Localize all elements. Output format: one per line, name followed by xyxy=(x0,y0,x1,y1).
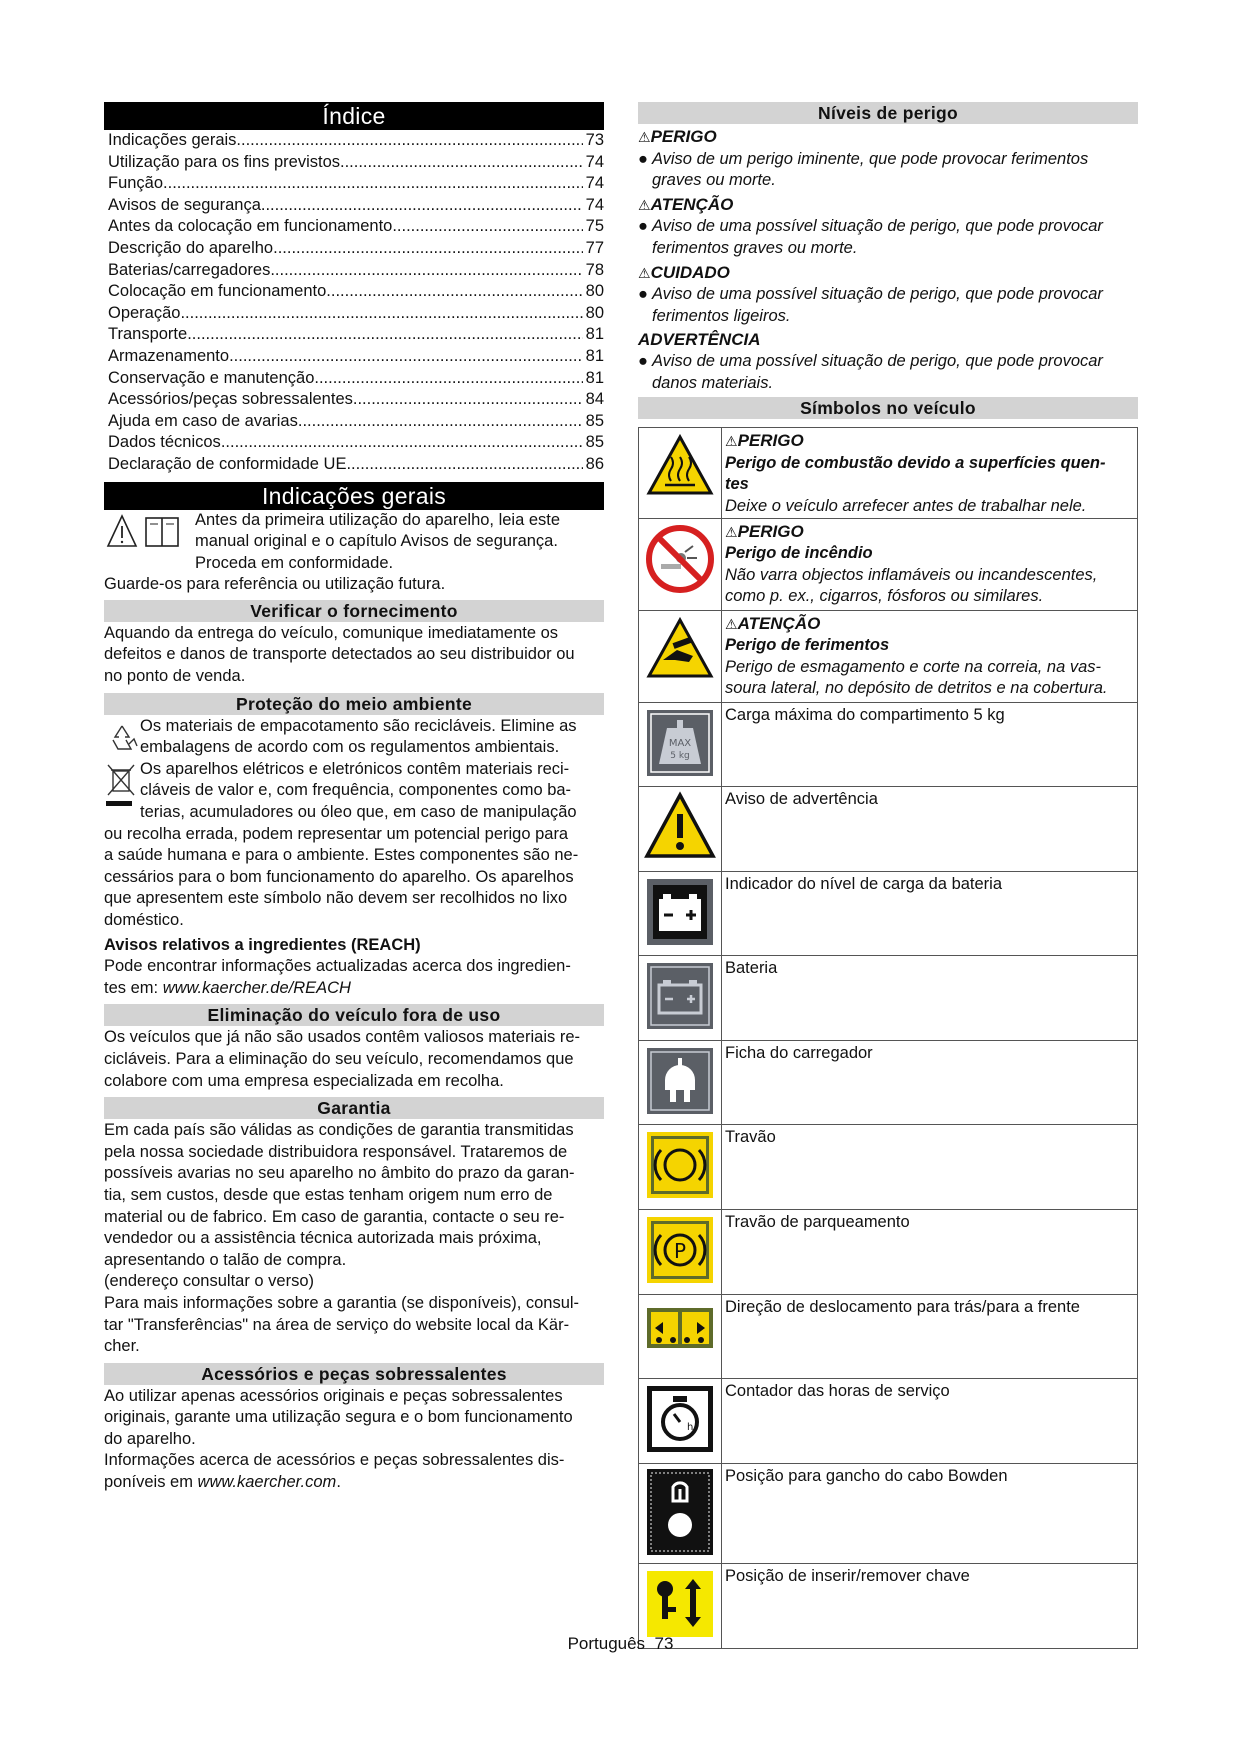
charger-plug-icon xyxy=(643,1044,717,1118)
warning-icon xyxy=(643,790,717,864)
direction-icon xyxy=(643,1298,717,1372)
toc-item[interactable]: Colocação em funcionamento ..... 80 xyxy=(108,281,604,303)
warranty-title: Garantia xyxy=(104,1097,604,1119)
hand-crush-icon xyxy=(643,614,717,688)
warning-manual-icon xyxy=(104,510,184,552)
symbol-row: ⚠PERIGO Perigo de incêndio Não varra objectos inflamáveis ou incandescentes, como p. ex., cigarros, fósforos ou similares. xyxy=(639,518,1138,610)
toc-item[interactable]: Descrição do aparelho ..... 77 xyxy=(108,238,604,260)
symbol-row: h Contador das horas de serviço xyxy=(639,1379,1138,1464)
toc-item[interactable]: Avisos de segurança ..... 74 xyxy=(108,195,604,217)
index-title: Índice xyxy=(104,102,604,130)
kaercher-link[interactable]: www.kaercher.com xyxy=(197,1473,337,1492)
symbol-row: ⚠ATENÇÃO Perigo de ferimentos Perigo de esmagamento e corte na correia, na vas- soura lateral, no depósito de detritos e na cobertura. xyxy=(639,610,1138,702)
parking-brake-icon xyxy=(643,1213,717,1287)
hour-meter-icon xyxy=(643,1382,717,1456)
toc-item[interactable]: Indicações gerais ..... 73 xyxy=(108,130,604,152)
left-column: Índice Indicações gerais ..... 73 Utilização para os fins previstos ..... 74 Função ..... 74 Avisos de segurança ..... 74 Antes da colocação em funcionamento ..... 75 Descrição do aparelho ..... 77 Baterias/carregadores ..... 78 Colocação em funcionamento ..... 80 Operação ..... 80 Transporte ..... 81 Armazenamento ..... 81 Conservação e manutenção ..... 81 Acessórios/peças sobressalentes ..... 84 Ajuda em caso de avarias ..... 85 Dados técnicos ..... 85 Declaração de conformidade UE ..... 86 Indicações gerais Antes da primeira utilização do aparelho, leia este manual original e o capítulo Avisos de segurança. Proceda em conformidade. Guarde-os para referência ou utilização futura. Verificar o fornecimento Aquando da entrega do veículo, comunique imediatamente os defeitos e danos de transporte detectados ao seu distribuidor ou no ponto de venda. Proteção do meio ambiente Os materiais de empacotamento são recicláveis. Elimine as embalagens de acordo com os regulamentos ambientais. Os aparelhos elétricos e eletrónicos contêm materiais reci- cláveis de valor e, com frequência, componentes como ba- terias, acumuladores ou óleo que, em caso de manipulação ou recolha errada, podem representar um potencial perigo para a saúde humana e para o ambiente. Estes componentes são ne- cessários para o bom funcionamento do aparelho. Os aparelhos que apresentem este símbolo não devem ser recolhidos no lixo doméstico. Avisos relativos a ingredientes (REACH) Pode encontrar informações actualizadas acerca dos ingredien- tes em: www.kaercher.de/REACH Eliminação do veículo fora de uso Os veículos que já não são usados contêm valiosos materiais re- cicláveis. Para a eliminação do seu veículo, recomendamos que colabore com uma empresa especializada em recolha. Garantia Em cada país são válidas as condições de garantia transmitidas pela nossa sociedade distribuidora responsável. Trataremos de possíveis avarias no seu aparelho no âmbito do prazo da garan- tia, sem custos, desde que estas tenham origem num erro de material ou de fabrico. Em caso de garantia, contacte o seu re- vendedor ou a assistência técnica autorizada mais próxima, apresentando o talão de compra. (endereço consultar o verso) Para mais informações sobre a garantia (se disponíveis), consul- tar "Transferências" na área de serviço do website local da Kär- cher. Acessórios e peças sobressalentes Ao utilizar apenas acessórios originais e peças sobressalentes originais, garante uma utilização segura e o bom funcionamento do aparelho. Informações acerca de acessórios e peças sobressalentes dis- poníveis em www.kaercher.com. xyxy=(104,102,604,1494)
danger-level: ⚠CUIDADO ● Aviso de uma possível situação de perigo, que pode provocar ferimentos ligeiros. xyxy=(638,262,1103,325)
toc-item[interactable]: Baterias/carregadores ..... 78 xyxy=(108,260,604,282)
disposal-title: Eliminação do veículo fora de uso xyxy=(104,1004,604,1026)
battery-icon xyxy=(643,959,717,1033)
toc-item[interactable]: Dados técnicos ..... 85 xyxy=(108,432,604,454)
symbol-row: P Travão de parqueamento xyxy=(639,1210,1138,1295)
toc-item[interactable]: Transporte ..... 81 xyxy=(108,324,604,346)
toc-item[interactable]: Conservação e manutenção ..... 81 xyxy=(108,368,604,390)
reach-link[interactable]: www.kaercher.de/REACH xyxy=(162,978,351,997)
max-weight-icon xyxy=(643,706,717,780)
table-of-contents xyxy=(104,130,604,476)
hot-surface-icon xyxy=(643,431,717,505)
accessories-title: Acessórios e peças sobressalentes xyxy=(104,1363,604,1385)
page-footer: Português 73 xyxy=(567,1634,674,1653)
toc-item[interactable]: Antes da colocação em funcionamento ..... 75 xyxy=(108,216,604,238)
symbol-row: Travão xyxy=(639,1125,1138,1210)
toc-item[interactable]: Utilização para os fins previstos ..... 74 xyxy=(108,152,604,174)
toc-item[interactable]: Armazenamento ..... 81 xyxy=(108,346,604,368)
symbol-row: Posição de inserir/remover chave xyxy=(639,1564,1138,1649)
symbol-row: Aviso de advertência xyxy=(639,787,1138,872)
symbol-row: ⚠PERIGO Perigo de combustão devido a superfícies quen- tes Deixe o veículo arrefecer antes de trabalhar nele. xyxy=(639,428,1138,518)
symbol-row: Indicador do nível de carga da bateria xyxy=(639,871,1138,956)
warranty-text: Em cada país são válidas as condições de garantia transmitidas pela nossa sociedade distribuidora responsável. Trataremos de possíveis avarias no seu aparelho no âmbito do prazo da garan- tia, sem custos, desde que estas tenham origem num erro de material ou de fabrico. Em caso de garantia, contacte o seu re- vendedor ou a assistência técnica autorizada mais próxima, apresentando o talão de compra. (endereço consultar o verso) Para mais informações sobre a garantia (se disponíveis), consul- tar "Transferências" na área de serviço do website local da Kär- cher. xyxy=(104,1121,580,1356)
svg-text:P: P xyxy=(673,1239,687,1264)
reach-title: Avisos relativos a ingredientes (REACH) xyxy=(104,935,421,954)
symbols-title: Símbolos no veículo xyxy=(638,397,1138,419)
toc-item[interactable]: Ajuda em caso de avarias ..... 85 xyxy=(108,411,604,433)
danger-levels-list xyxy=(638,126,1138,394)
danger-level: ⚠PERIGO ● Aviso de um perigo iminente, que pode provocar ferimentos graves ou morte. xyxy=(638,127,1089,190)
symbol-row: MAX 5 kg Carga máxima do compartimento 5 kg xyxy=(639,702,1138,787)
right-column xyxy=(638,102,1138,1649)
no-fire-icon xyxy=(643,522,717,596)
bowden-hook-icon xyxy=(643,1467,717,1557)
symbols-table xyxy=(638,427,1138,1649)
general-intro: Antes da primeira utilização do aparelho, leia este manual original e o capítulo Avisos de segurança. Proceda em conformidade. xyxy=(104,510,604,575)
brake-icon xyxy=(643,1128,717,1202)
key-position-icon xyxy=(643,1567,717,1641)
symbol-row: Posição para gancho do cabo Bowden xyxy=(639,1463,1138,1564)
svg-text:MAX: MAX xyxy=(668,737,692,749)
symbol-row: Ficha do carregador xyxy=(639,1040,1138,1125)
toc-item[interactable]: Função ..... 74 xyxy=(108,173,604,195)
symbol-row: Bateria xyxy=(639,956,1138,1041)
danger-level: ⚠ATENÇÃO ● Aviso de uma possível situação de perigo, que pode provocar ferimentos graves ou morte. xyxy=(638,194,1103,257)
environment-title: Proteção do meio ambiente xyxy=(104,693,604,715)
svg-text:5 kg: 5 kg xyxy=(670,750,690,761)
toc-item[interactable]: Operação ..... 80 xyxy=(108,303,604,325)
weee-bin-icon xyxy=(104,759,140,823)
delivery-title: Verificar o fornecimento xyxy=(104,600,604,622)
danger-levels-title: Níveis de perigo xyxy=(638,102,1138,124)
battery-charge-icon xyxy=(643,875,717,949)
general-title: Indicações gerais xyxy=(104,482,604,510)
general-keep: Guarde-os para referência ou utilização futura. xyxy=(104,575,446,594)
recycle-icon xyxy=(104,716,140,759)
symbol-row: Direção de deslocamento para trás/para a frente xyxy=(639,1294,1138,1379)
svg-text:h: h xyxy=(687,1422,694,1434)
toc-item[interactable]: Declaração de conformidade UE ..... 86 xyxy=(108,454,604,476)
toc-item[interactable]: Acessórios/peças sobressalentes ..... 84 xyxy=(108,389,604,411)
danger-level: ADVERTÊNCIA ● Aviso de uma possível situação de perigo, que pode provocar danos materiais. xyxy=(638,330,1103,392)
